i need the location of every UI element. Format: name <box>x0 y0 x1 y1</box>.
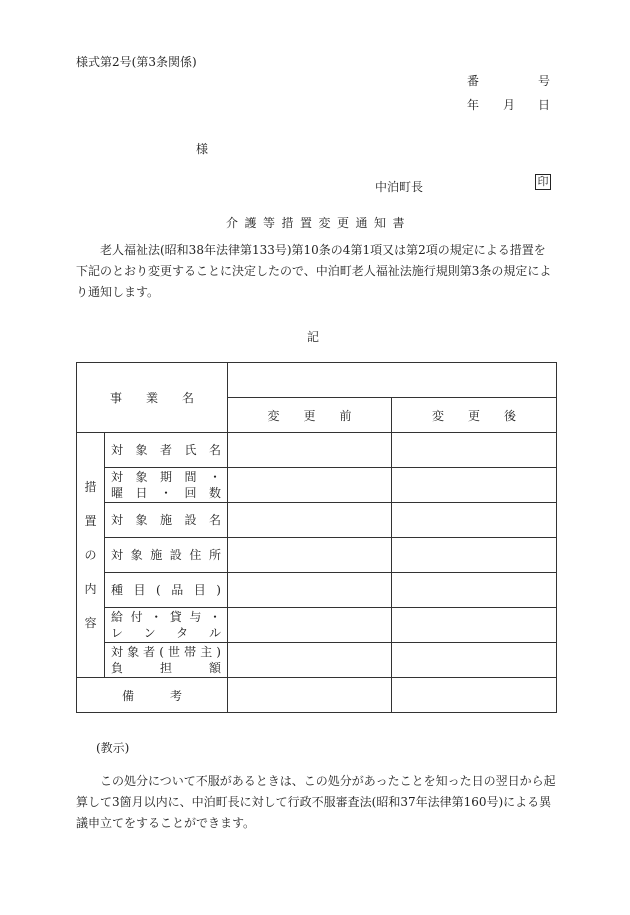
before-change-header: 変 更 前 <box>228 398 392 433</box>
notice-paragraph: この処分について不服があるときは、この処分があったことを知った日の翌日から起算して3箇月以内に、中泊町長に対して行政不服審査法(昭和37年法律第160号)による異議申立てをすることができます。 <box>76 774 556 830</box>
row-label-recipient-name: 対象者氏名 <box>105 433 228 468</box>
date-year-label: 年 <box>467 98 480 112</box>
document-title: 介護等措置変更通知書 <box>226 216 412 230</box>
row-label-item-type: 種目(品目) <box>105 573 228 608</box>
body-paragraph: 老人福祉法(昭和38年法律第133号)第10条の4第1項又は第2項の規定による措置を下記のとおり変更することに決定したので、中泊町老人福祉法施行規則第3条の規定により通知します。 <box>76 243 552 299</box>
before-cell[interactable] <box>228 503 392 538</box>
date-day-label: 日 <box>538 98 551 112</box>
before-cell[interactable] <box>228 538 392 573</box>
business-name-value[interactable] <box>228 363 557 398</box>
ki-marker: 記 <box>307 330 320 344</box>
issuer-name: 中泊町長 <box>375 180 424 194</box>
row-label-facility-name: 対象施設名 <box>105 503 228 538</box>
row-label-benefit-loan-rental: 給付・貸与・ レンタル <box>105 608 228 643</box>
before-cell[interactable] <box>228 608 392 643</box>
after-cell[interactable] <box>392 573 557 608</box>
date-month-label: 月 <box>503 98 516 112</box>
remarks-before-cell[interactable] <box>228 678 392 713</box>
before-cell[interactable] <box>228 573 392 608</box>
after-cell[interactable] <box>392 608 557 643</box>
before-cell[interactable] <box>228 433 392 468</box>
business-name-label: 事 業 名 <box>77 363 228 433</box>
after-cell[interactable] <box>392 643 557 678</box>
seal-mark: 印 <box>535 174 551 190</box>
after-cell[interactable] <box>392 433 557 468</box>
remarks-after-cell[interactable] <box>392 678 557 713</box>
number-label: 番 <box>467 74 480 88</box>
after-cell[interactable] <box>392 468 557 503</box>
measure-content-label: 措 置 の 内 容 <box>77 433 105 678</box>
notice-heading: (教示) <box>96 741 130 755</box>
remarks-label: 備 考 <box>77 678 228 713</box>
before-cell[interactable] <box>228 643 392 678</box>
row-label-burden-amount: 対象者(世帯主) 負担額 <box>105 643 228 678</box>
after-cell[interactable] <box>392 538 557 573</box>
after-change-header: 変 更 後 <box>392 398 557 433</box>
after-cell[interactable] <box>392 503 557 538</box>
row-label-period-schedule: 対象期間・ 曜日・回数 <box>105 468 228 503</box>
form-identifier: 様式第2号(第3条関係) <box>76 55 197 69</box>
number-suffix: 号 <box>538 74 551 88</box>
before-cell[interactable] <box>228 468 392 503</box>
row-label-facility-address: 対象施設住所 <box>105 538 228 573</box>
addressee-suffix: 様 <box>196 142 209 156</box>
change-details-table <box>76 362 557 713</box>
